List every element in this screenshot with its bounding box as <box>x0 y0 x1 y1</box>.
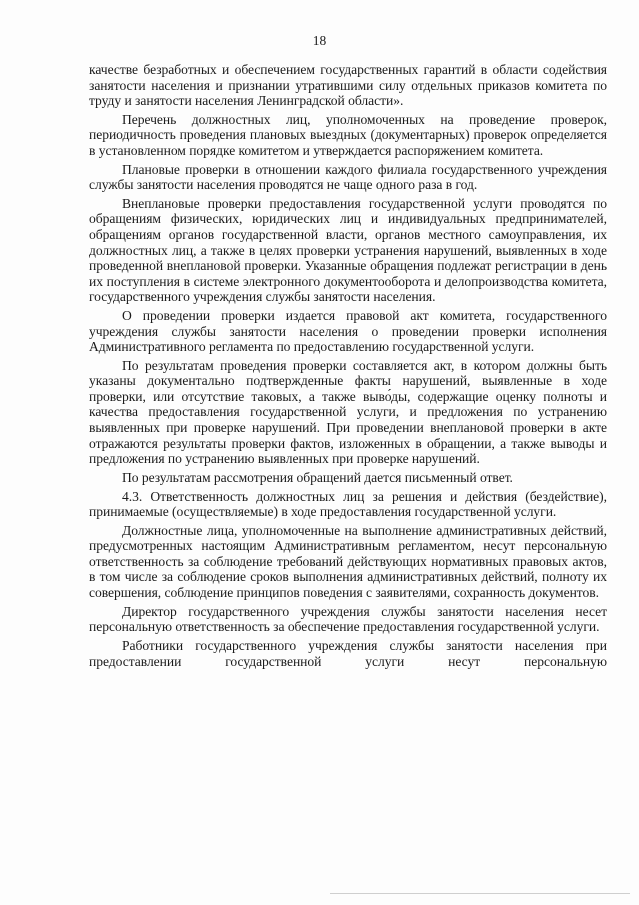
page-number: 18 <box>312 33 327 48</box>
paragraph-11: Работники государственного учреждения службы занятости населения при предоставлении государственной услуги несут персональную <box>89 638 607 669</box>
paragraph-8: 4.3. Ответственность должностных лиц за решения и действия (бездействие), принимаемые (осуществляемые) в ходе предоставления государственной услуги. <box>89 488 607 520</box>
document-body <box>89 62 607 672</box>
paragraph-6: По результатам проведения проверки составляется акт, в котором должны быть указаны документально подтвержденные факты нарушений, выявленные в ходе проверки, или отсутствие таковых, а также выво́ды, содержащие оценку полноты и качества предоставления государственной услуги, и предложения по устранению выявленных при проверке нарушений. При проведении внеплановой проверки в акте отражаются результаты проверки фактов, изложенных в обращении, а также выводы и предложения по устранению выявленных при проверке нарушений. <box>89 357 607 467</box>
paragraph-9: Должностные лица, уполномоченные на выполнение административных действий, предусмотренных настоящим Административным регламентом, несут персональную ответственность за соблюдение требований действующих нормативных правовых актов, в том числе за соблюдение сроков выполнения административных действий, полноту их совершения, соблюдение принципов поведения с заявителями, сохранность документов. <box>89 522 607 600</box>
paragraph-7: По результатам рассмотрения обращений дается письменный ответ. <box>122 469 513 485</box>
paragraph-1: качестве безработных и обеспечением государственных гарантий в области содействия занятости населения и признании утратившими силу отдельных приказов комитета по труду и занятости населения Ленинградской области». <box>89 62 607 109</box>
paragraph-10: Директор государственного учреждения службы занятости населения несет персональную ответственность за обеспечение предоставления государственной услуги. <box>89 603 607 635</box>
footer-divider <box>330 893 630 894</box>
paragraph-2: Перечень должностных лиц, уполномоченных на проведение проверок, периодичность проведения плановых выездных (документарных) проверок определяется в установленном порядке комитетом и утверждается распоряжением комитета. <box>89 111 607 158</box>
paragraph-3: Плановые проверки в отношении каждого филиала государственного учреждения службы занятости населения проводятся не чаще одного раза в год. <box>89 161 607 193</box>
paragraph-5: О проведении проверки издается правовой акт комитета, государственного учреждения службы занятости населения о проведении проверки исполнения Административного регламента по предоставлению государственной услуги. <box>89 307 607 355</box>
paragraph-4: Внеплановые проверки предоставления государственной услуги проводятся по обращениям физических, юридических лиц и индивидуальных предпринимателей, обращениям органов государственной власти, органов местного самоуправления, их должностных лиц, а также в целях проверки устранения нарушений, выявленных в ходе проведенной внеплановой проверки. Указанные обращения подлежат регистрации в день их поступления в системе электронного документооборота и делопроизводства комитета, государственного учреждения службы занятости населения. <box>89 195 607 305</box>
